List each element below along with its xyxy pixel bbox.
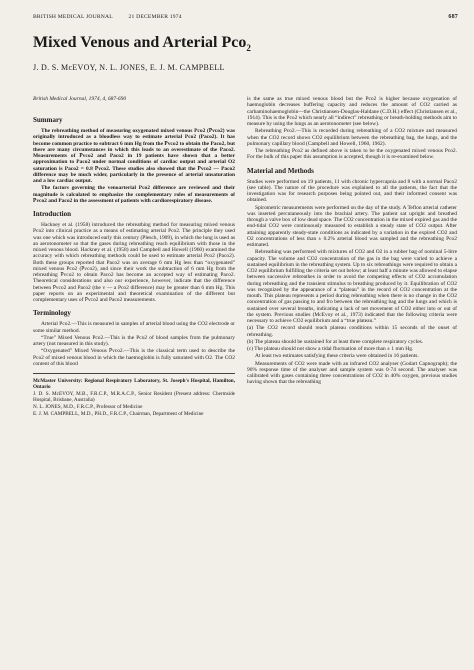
criteria-list: [247, 325, 457, 352]
methods-paragraph: At least two estimates satisfying these criteria were obtained in 16 patients.: [255, 353, 419, 360]
summary-section: [33, 116, 235, 204]
summary-paragraph: The rebreathing method of measuring oxygenated mixed venous Pco2 (P̅vco2) was originally introduced as a bloodless way to estimate arterial Pco2 (Paco2). It has become common practice to subtract 6 mm Hg from the P̅vco2 to obtain the Paco2, but there are many circumstances in which this leads to an overestimate of the Paco2. Measurements of P̅vco2 and Paco2 in 19 patients have shown that a better approximation to Paco2 under normal conditions of cardiac output and arterial O2 saturation is Paco2 = 0.8 P̅vco2. These studies also showed that the P̅vco2 — Paco2 difference may be much wider, particularly in the presence of arterial unsaturation and a low cardiac output.: [33, 128, 235, 184]
summary-heading: Summary: [33, 116, 63, 124]
affiliation-author: N. L. JONES, M.D., F.R.C.P., Professor of Medicine: [33, 404, 143, 410]
citation: British Medical Journal, 1974, 4, 687-690: [33, 96, 127, 102]
criteria-item: (b) The plateau should be sustained for at least three complete respiratory cycles.: [247, 338, 424, 345]
terminology-paragraph: Rebreathing Pco2.—This is recorded during rebreathing of a CO2 mixture and measured when the CO2 record shows CO2 equilibrium between the rebreathing bag, the lungs, and the pulmonary capillary blood (Campbell and Howell, 1960, 1962).: [247, 128, 457, 147]
running-head: [33, 14, 458, 24]
terminology-paragraph: The rebreathing Pco2 as defined above is taken to be the oxygenated mixed venous Pco2. For the bulk of this paper this assumption is accepted, though it is re-examined below.: [247, 148, 457, 161]
affiliations: [33, 378, 235, 417]
title-text: Mixed Venous and Arterial Pco: [33, 34, 247, 51]
introduction-paragraph: Hackney et al. (1958) introduced the rebreathing method for measuring mixed venous Pco2 into clinical practice as a means of estimating arterial Pco2. The principle they used was one which was introduced early this century (Plesch, 1909), in which the lung is used as an aerotonometer so that the gases during rebreathing reach equilibrium with those in the mixed venous blood. Hackney et al. (1958) and Campbell and Howell (1960) examined the accuracy with which rebreathing methods could be used to estimate arterial Pco2 (Paco2). Both these groups reported that Paco2 was on average 6 mm Hg less than “oxygenated” mixed venous Pco2 (P̅vco2), and since their work the subtraction of 6 mm Hg from the rebreathing P̅vco2 to obtain Paco2 has become an accepted way of estimating Paco2. Theoretical considerations and also our experience, however, indicate that the difference between P̅vco2 and Paco2 (the v — a Pco2 difference) may be greater than 6 mm Hg. This paper reports on an experimental and theoretical examination of the different but complementary uses of P̅vco2 and Paco2 measurements.: [33, 222, 235, 303]
right-column: [247, 96, 457, 387]
criteria-item: (c) The plateau should not show a tidal fluctuation of more than ± 1 mm Hg.: [247, 346, 414, 352]
issue-date: 21 DECEMBER 1974: [128, 14, 182, 20]
methods-paragraph: Measurements of CO2 were made with an infrared CO2 analyser (Godart Capnograph); the 90% response time of the analyser and sample system was 0·74 second. The analyser was calibrated with gases containing three concentrations of CO2 in 40% oxygen, previous studies having shown that the rebreathing: [247, 360, 457, 386]
terminology-paragraph: Arterial Pco2.—This is measured in samples of arterial blood using the CO2 electrode or some similar method.: [33, 321, 235, 334]
introduction-heading: Introduction: [33, 210, 71, 218]
terminology-paragraph: “Oxygenated” Mixed Venous P̅vco2.—This is the classical term used to describe the Pco2 of mixed venous blood in which the haemoglobin is fully saturated with O2. The CO2 content of this blood: [33, 348, 235, 367]
affiliation-author: J. D. S. McEVOY, M.B., F.R.C.P., M.R.A.C.P., Senior Resident (Present address: Chermside Hospital, Brisbane, Australia): [33, 391, 235, 403]
left-column: [33, 110, 235, 418]
affiliation-author: E. J. M. CAMPBELL, M.D., PH.D., F.R.C.P., Chairman, Department of Medicine: [33, 411, 204, 417]
criteria-item: (a) The CO2 record should reach plateau conditions within 15 seconds of the onset of rebreathing.: [247, 325, 457, 338]
summary-paragraph: The factors governing the venoarterial Pco2 difference are reviewed and their magnitude is calculated to emphasize the complementary roles of measurements of P̅vco2 and Paco2 in the assessment of patients with cardiorespiratory disease.: [33, 185, 235, 204]
methods-paragraph: Spirometric measurements were performed on the day of the study. A Teflon arterial catheter was inserted percutaneously into the brachial artery. The patient sat upright and breathed through a valve box of low dead space. The CO2 concentration in the mixed expired gas and the end-tidal CO2 were continuously measured to establish a steady state of CO2 output. After attaining apparently steady-state conditions as indicated by a variation in the expired CO2 and O2 concentrations of less than ± 0.2% arterial blood was sampled and the rebreathing Pco2 estimated.: [247, 204, 457, 248]
journal-name: BRITISH MEDICAL JOURNAL: [33, 14, 113, 20]
terminology-paragraph: “True” Mixed Venous Pco2.—This is the Pco2 of blood samples from the pulmonary artery (not measured in this study).: [33, 334, 235, 347]
page-number: 687: [448, 14, 458, 20]
terminology-heading: Terminology: [33, 309, 71, 318]
methods-paragraph: Rebreathing was performed with mixtures of CO2 and O2 in a rubber bag of nominal 5-litre capacity. The volume and CO2 concentration of the gas in the bag were varied to achieve a sustained equilibrium in the rebreathing system. Up to six rebreathings were required to obtain a CO2 equilibrium fulfilling the criteria set out below; at least half a minute was allowed to elapse between successive rebreathes in order to avoid the competing effects of CO2 accumulation during rebreathing and the transient stimulus to breathing produced by it. Equilibration of CO2 was recognized by the appearance of a “plateau” in the record of CO2 concentration at the mouth. This plateau represents a period during rebreathing when there is no change in the CO2 concentration of gas passing to and fro between the rebreathing bag and the lungs and which is sustained over several breaths, indicating a lack of net movement of CO2 either into or out of the system. Previous studies (McEvoy et al., 1973) indicated that the following criteria were necessary to achieve CO2 equilibrium and a “true plateau.”: [247, 249, 457, 324]
title-subscript: 2: [246, 43, 251, 54]
author-list: J. D. S. McEVOY, N. L. JONES, E. J. M. CAMPBELL: [33, 63, 225, 72]
methods-heading: Material and Methods: [247, 166, 314, 175]
terminology-continued: is the same as true mixed venous blood but the Pco2 is higher because oxygenation of haemoglobin decreases buffering capacity and reduces the amount of CO2 carried as carbaminohaemoglobin—the Christiansen-Douglas-Haldane (C.D.H.) effect (Christiansen et al., 1914). This is the Pco2 which nearly all “indirect” rebreathing or breath-holding methods aim to measure by using the lungs as an aerotonometer (see below).: [247, 96, 457, 127]
article-title: [33, 34, 251, 57]
affiliation-institution: McMaster University: Regional Respiratory Laboratory, St. Joseph's Hospital, Hamilton, Ontario: [33, 378, 235, 390]
methods-paragraph: Studies were performed on 19 patients, 11 with chronic hypercapnia and 8 with a normal Paco2 (see table). The nature of the procedure was explained to all the patients, the fact that the investigation was for research purposes being pointed out, and their informed consent was obtained.: [247, 178, 457, 204]
divider: [33, 373, 235, 374]
